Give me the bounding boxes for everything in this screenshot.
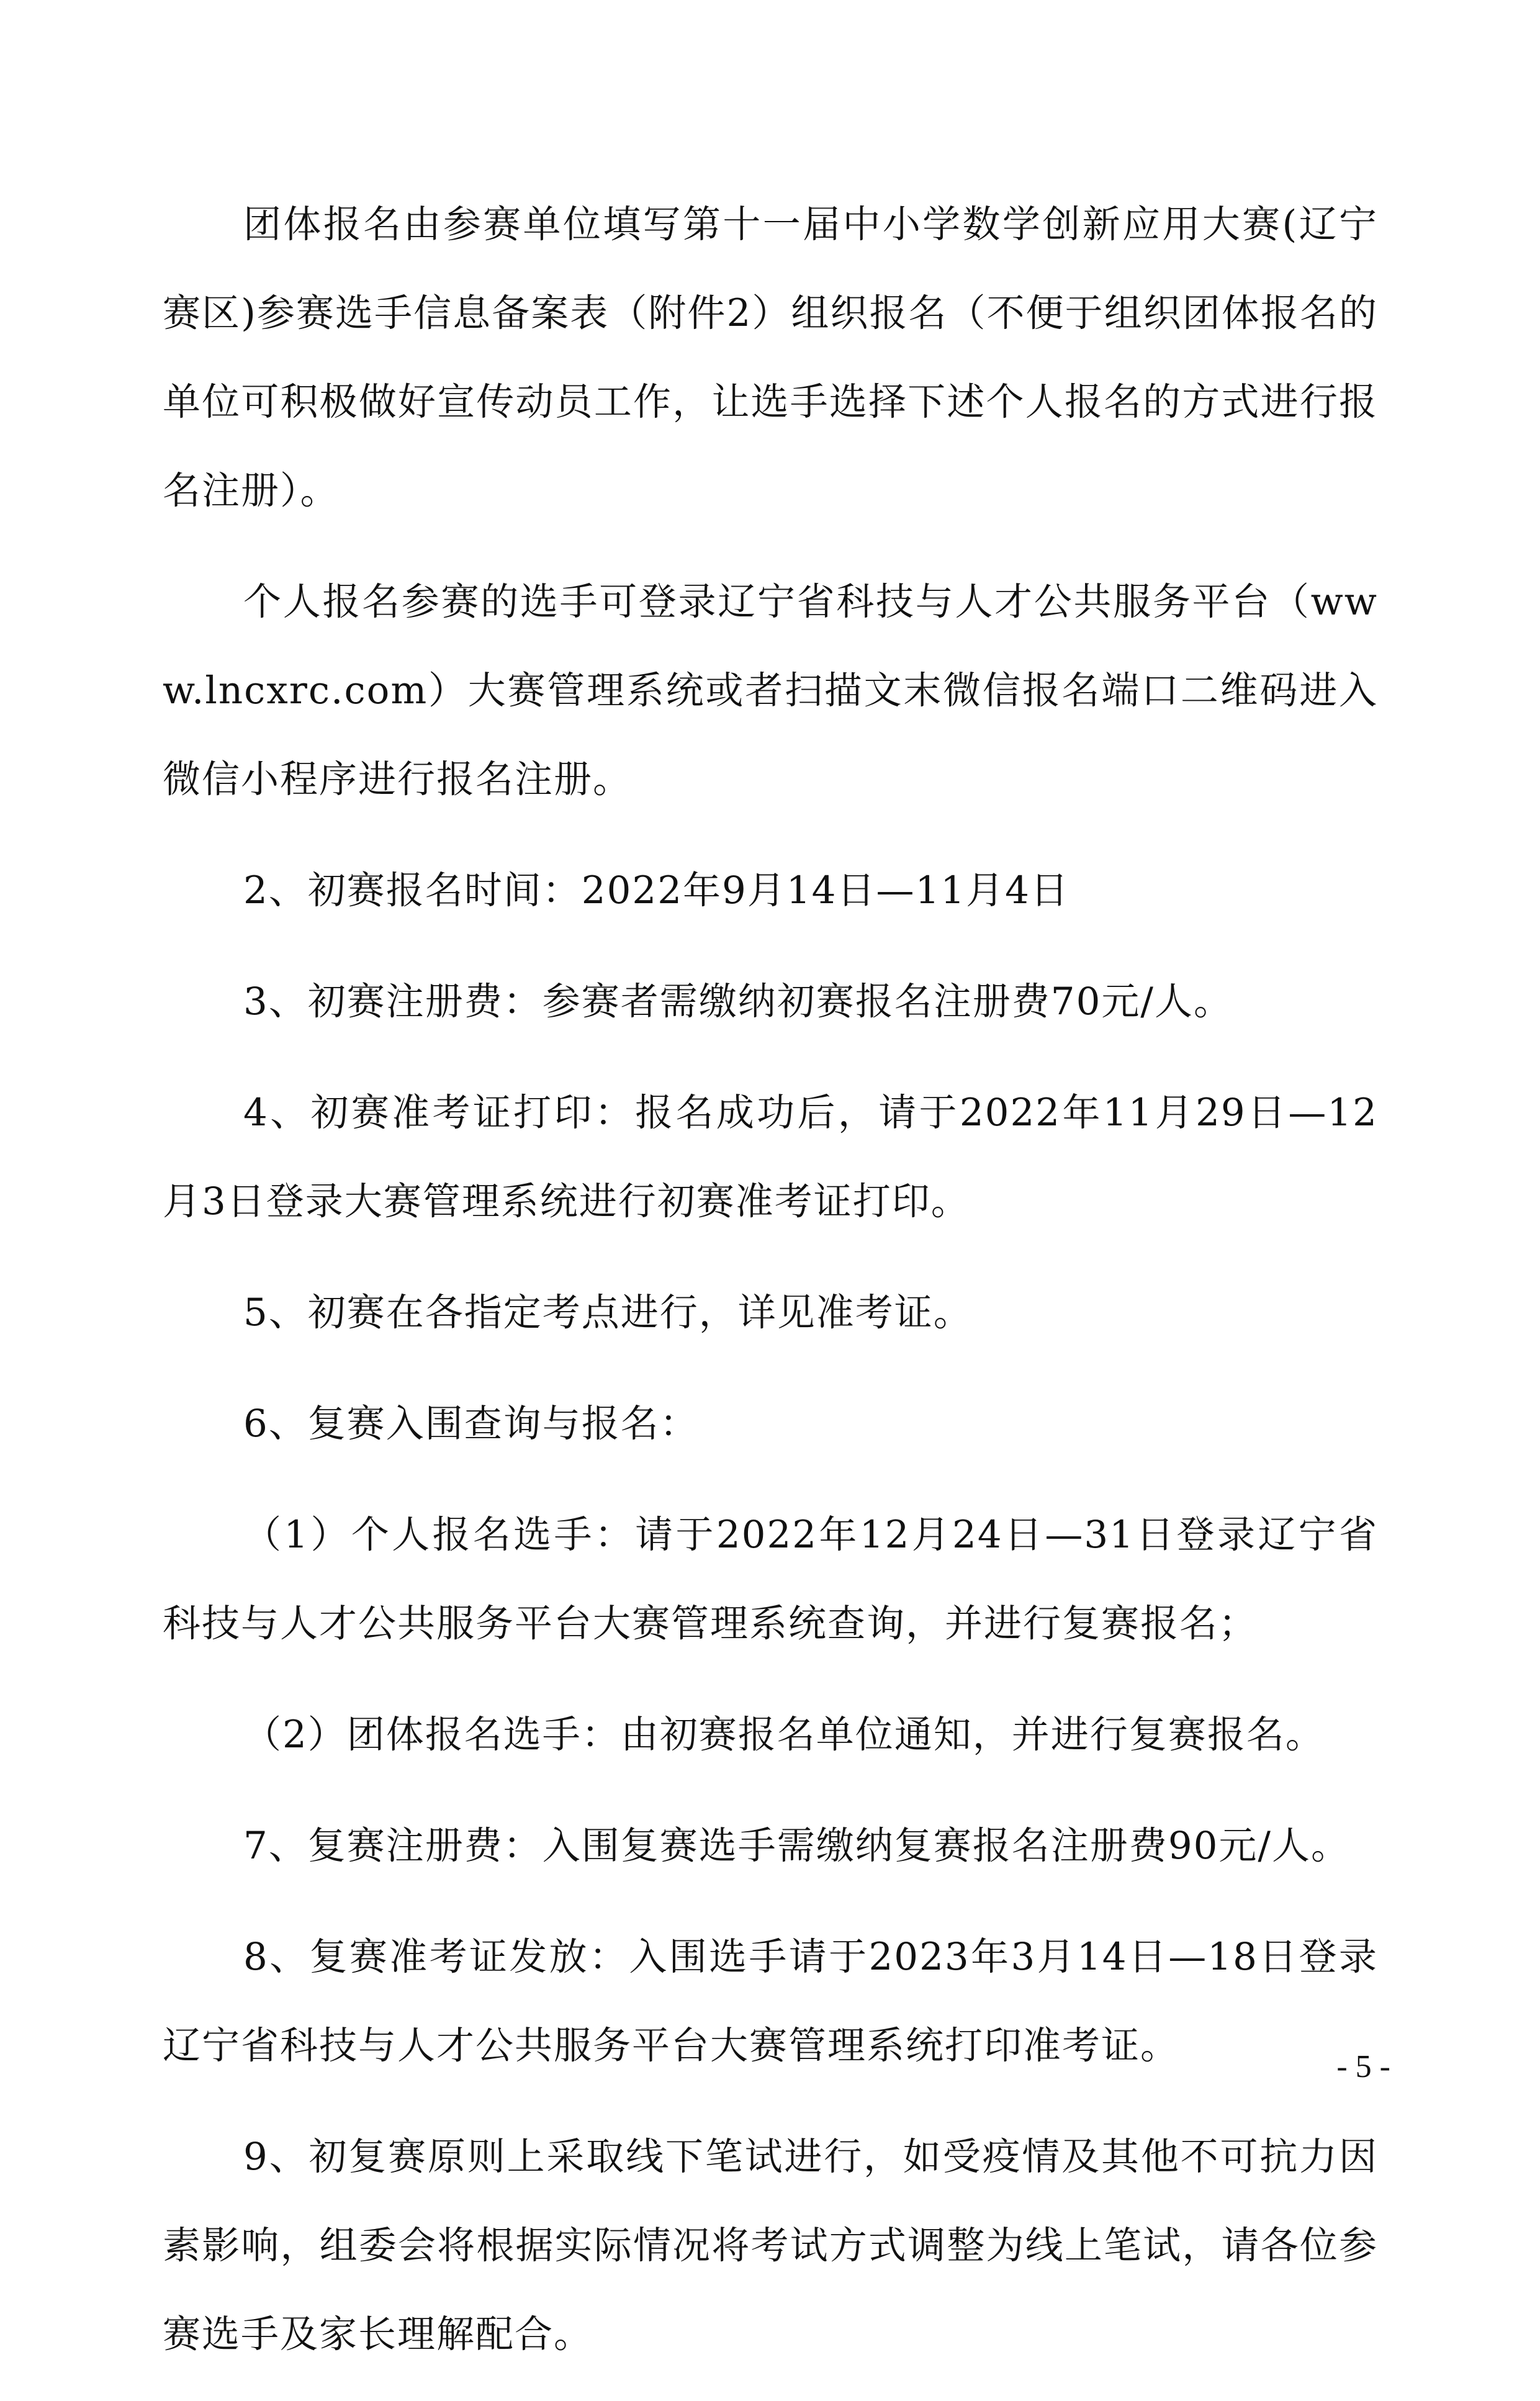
paragraph-preliminary-admission-ticket: 4、初赛准考证打印：报名成功后，请于2022年11月29日—12月3日登录大赛管理系统进行初赛准考证打印。 (163, 1091, 1378, 1223)
paragraph-semifinal-query-heading: 6、复赛入围查询与报名： (243, 1402, 699, 1446)
paragraph-exam-format-notice: 9、初复赛原则上采取线下笔试进行，如受疫情及其他不可抗力因素影响，组委会将根据实际情况将考试方式调整为线上笔试，请各位参赛选手及家长理解配合。 (163, 2135, 1378, 2356)
paragraph-preliminary-fee: 3、初赛注册费：参赛者需缴纳初赛报名注册费70元/人。 (243, 980, 1233, 1024)
document-body (163, 180, 1378, 2401)
paragraph-semifinal-fee: 7、复赛注册费：入围复赛选手需缴纳复赛报名注册费90元/人。 (243, 1824, 1350, 1868)
paragraph-semifinal-admission-ticket: 8、复赛准考证发放：入围选手请于2023年3月14日—18日登录辽宁省科技与人才公共服务平台大赛管理系统打印准考证。 (163, 1935, 1378, 2068)
paragraph-preliminary-exam-location: 5、初赛在各指定考点进行，详见准考证。 (243, 1291, 973, 1335)
paragraph-preliminary-registration-time: 2、初赛报名时间：2022年9月14日—11月4日 (243, 868, 1069, 912)
paragraph-individual-registration: 个人报名参赛的选手可登录辽宁省科技与人才公共服务平台（www.lncxrc.com）大赛管理系统或者扫描文末微信报名端口二维码进入微信小程序进行报名注册。 (163, 580, 1378, 801)
paragraph-team-registration: 团体报名由参赛单位填写第十一届中小学数学创新应用大赛(辽宁赛区)参赛选手信息备案表（附件2）组织报名（不便于组织团体报名的单位可积极做好宣传动员工作，让选手选择下述个人报名的方式进行报名注册）。 (163, 202, 1378, 513)
paragraph-semifinal-individual: （1）个人报名选手：请于2022年12月24日—31日登录辽宁省科技与人才公共服务平台大赛管理系统查询，并进行复赛报名； (163, 1513, 1378, 1646)
page-number: - 5 - (1336, 2049, 1390, 2084)
paragraph-semifinal-team: （2）团体报名选手：由初赛报名单位通知，并进行复赛报名。 (243, 1713, 1325, 1757)
